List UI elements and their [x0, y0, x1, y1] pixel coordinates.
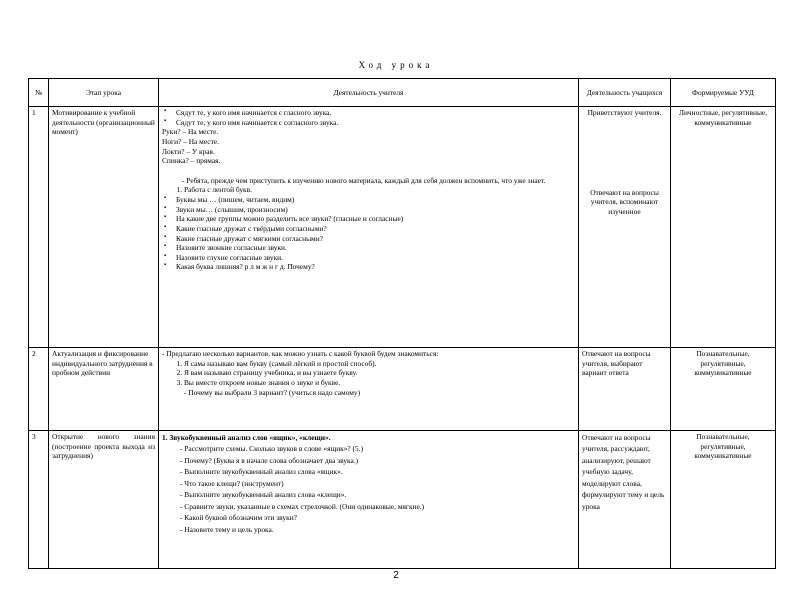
text-line: - Рассмотрите схемы. Сколько звуков в слове «ящик»? (5.) — [180, 444, 364, 454]
row-students: Отвечают на вопросы учителя, рассуждают, анализируют, решают учебную задачу, моделируют слова, формулируют тему и цель урока — [579, 431, 671, 569]
row-stage: Мотивирование к учебной деятельности (организационный момент) — [49, 107, 159, 348]
page-title: Ход урока — [358, 60, 434, 70]
row-num: 3 — [29, 431, 49, 569]
row-students — [579, 107, 671, 348]
section-heading: 1. Звукобуквенный анализ слов «ящик», «клещи». — [162, 433, 331, 442]
text-line: - Почему? (Буква я в начале слова обозначает два звука.) — [180, 455, 359, 465]
text-line: - Что такое клещи? (инструмент) — [180, 478, 284, 488]
students-text: Приветствуют учителя. — [587, 108, 662, 117]
page-number: 2 — [393, 570, 399, 581]
row-stage: Актуализация и фиксирование индивидуального затруднения в пробном действии — [49, 348, 159, 431]
list-item: 3. Вы вместе откроем новые знания о звуке и букве. — [184, 378, 575, 388]
row-teacher — [159, 107, 579, 348]
list-item: ▪ Буквы мы … (пишем, читаем, видим) — [176, 195, 575, 205]
text-line: - Выполните звукобуквенный анализ слова «ящик». — [180, 467, 343, 477]
students-text: Отвечают на вопросы учителя, вспоминают изученное — [590, 187, 659, 216]
table-row — [29, 107, 776, 348]
text-line: Спинка? – прямая. — [162, 156, 221, 166]
list-item: ▪ Сядут те, у кого имя начинается с гласного звука. — [176, 108, 575, 118]
list-item: ▪ Назовите звонкие согласные звуки. — [176, 243, 575, 253]
list-item: ▪ Какие гласные дружат с твёрдыми согласными? — [176, 224, 575, 234]
text-line: - Сравните звуки, указанные в схемах стрелочкой. (Они одинаковые, мягкие.) — [180, 501, 425, 511]
list-item: 1. Работа с лентой букв. — [184, 185, 575, 195]
row-num: 1 — [29, 107, 49, 348]
row-num: 2 — [29, 348, 49, 431]
lesson-table — [28, 78, 776, 569]
text-line: Руки? – На месте. — [162, 127, 219, 137]
list-item: 2. Я вам называю страницу учебника, и вы узнаете букву. — [184, 368, 575, 378]
list-item: ▪ Какая буква лишняя? р л м ж н г д. Почему? — [176, 262, 575, 272]
row-teacher — [159, 431, 579, 569]
table-row — [29, 348, 776, 431]
header-students: Деятельность учащихся — [579, 79, 671, 107]
text-line: - Почему вы выбрали 3 вариант? (учиться надо самому) — [184, 387, 361, 397]
table-row — [29, 431, 776, 569]
table-header-row — [29, 79, 776, 107]
list-item: ▪ Сядут те, у кого имя начинается с согласного звука. — [176, 118, 575, 128]
text-line: Локти? – У края. — [162, 146, 215, 156]
text-paragraph: - Предлагаю несколько вариантов, как можно узнать с какой буквой будем знакомиться: — [162, 349, 439, 358]
text-line: Ноги? – На месте. — [162, 136, 219, 146]
text-line: - Выполните звукобуквенный анализ слова «клещи». — [180, 490, 347, 500]
row-stage: Открытие нового знания (построение проекта выхода из затруднения) — [49, 431, 159, 569]
text-line: - Назовите тему и цель урока. — [180, 524, 274, 534]
row-uud: Личностные, регулятивные, коммуникативные — [671, 107, 776, 348]
header-stage: Этап урока — [49, 79, 159, 107]
header-num: № — [29, 79, 49, 107]
list-item: 1. Я сама называю вам букву (самый лёгкий и простой способ). — [184, 359, 575, 369]
text-paragraph: - Ребята, прежде чем приступить к изучению нового материала, каждый для себя должен вспомнить, что уже знает. — [182, 175, 546, 185]
list-item: ▪ Какие гласные дружат с мягкими согласными? — [176, 234, 575, 244]
row-uud: Познавательные, регулятивные, коммуникативные — [671, 431, 776, 569]
list-item: ▪ Назовите глухие согласные звуки. — [176, 253, 575, 263]
row-uud: Познавательные, регулятивные, коммуникативные — [671, 348, 776, 431]
text-line: - Какой буквой обозначим эти звуки? — [180, 513, 297, 523]
header-uud: Формируемые УУД — [671, 79, 776, 107]
list-item: ▪ Звуки мы… (слышим, произносим) — [176, 205, 575, 215]
header-teacher: Деятельность учителя — [159, 79, 579, 107]
row-students: Отвечают на вопросы учителя, выбирают вариант ответа — [579, 348, 671, 431]
list-item: ▪ На какие две группы можно разделить все звуки? (гласные и согласные) — [176, 214, 575, 224]
row-teacher — [159, 348, 579, 431]
